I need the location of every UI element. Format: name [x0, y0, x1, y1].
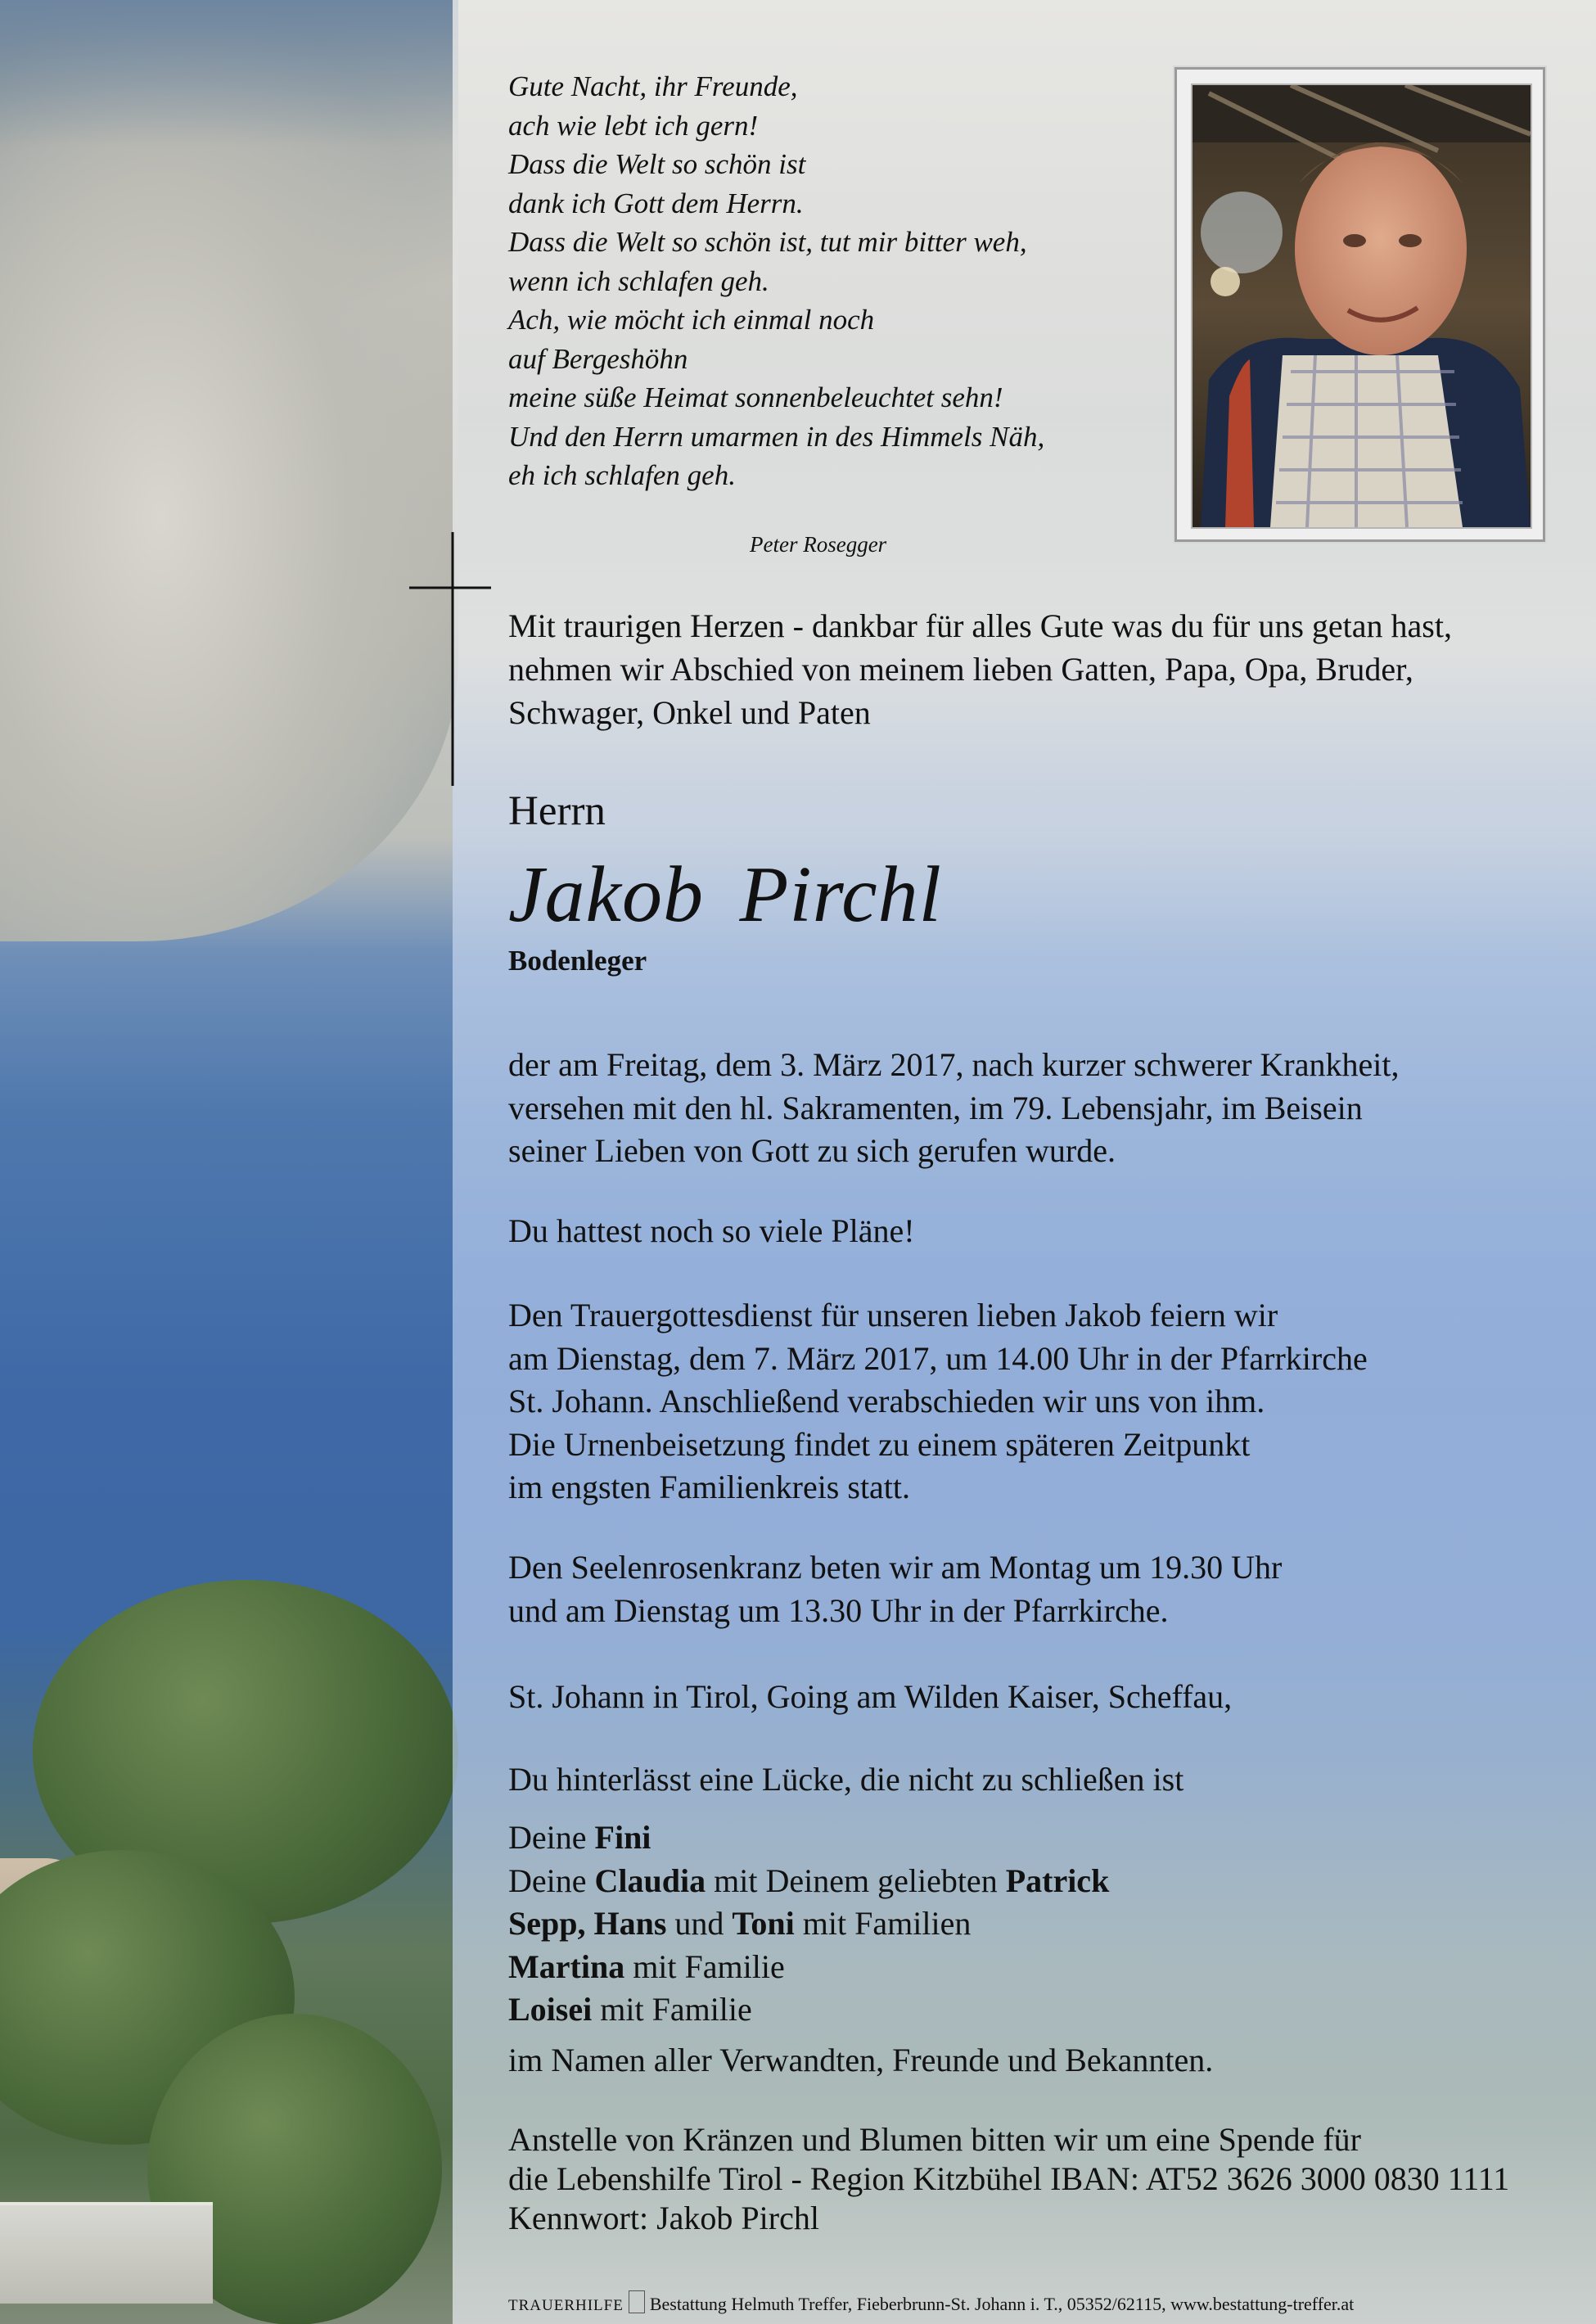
- funeral-home-logo-icon: [629, 2290, 645, 2313]
- poem: Gute Nacht, ihr Freunde, ach wie lebt ich gern! Dass die Welt so schön ist dank ich Gott dem Herrn. Dass die Welt so schön ist, tut mir bitter weh, wenn ich schlafen geh. Ach, wie möcht ich einmal noch auf Bergeshöhn meine süße Heimat sonnenbeleuchtet sehn! Und den Herrn umarmen in des Himmels Näh, eh ich schlafen geh.: [508, 70, 1045, 491]
- family-prefix: Deine: [508, 1819, 595, 1856]
- deceased-name: Jakob Pirchl: [508, 851, 942, 939]
- places-line: St. Johann in Tirol, Going am Wilden Kaiser, Scheffau,: [508, 1678, 1233, 1715]
- family-line: [508, 1816, 1572, 1860]
- plans-paragraph: Du hattest noch so viele Pläne!: [508, 1212, 915, 1249]
- portrait-image: [1192, 85, 1531, 527]
- deceased-profession: Bodenleger: [508, 945, 647, 977]
- service-paragraph: Den Trauergottesdienst für unseren lieben Jakob feiern wir am Dienstag, dem 7. März 2017, um 14.00 Uhr in der Pfarrkirche St. Johann. Anschließend verabschieden wir uns von ihm. Die Urnenbeisetzung findet zu einem späteren Zeitpunkt im engsten Familienkreis statt.: [508, 1297, 1368, 1505]
- family-name: Sepp, Hans: [508, 1905, 667, 1942]
- family-name: Claudia: [594, 1861, 706, 1899]
- donation-paragraph: Anstelle von Kränzen und Blumen bitten wir um eine Spende für die Lebenshilfe Tirol - Region Kitzbühel IBAN: AT52 3626 3000 0830 1111 Kennwort: Jakob Pirchl: [508, 2121, 1510, 2236]
- portrait-photo: [1191, 83, 1532, 529]
- salutation: Herrn: [508, 788, 606, 834]
- footer-text: Bestattung Helmuth Treffer, Fieberbrunn-St. Johann i. T., 05352/62115, www.bestattung-treffer.at: [649, 2294, 1355, 2314]
- poem-author: Peter Rosegger: [750, 532, 887, 557]
- intro-text: Mit traurigen Herzen - dankbar für alles Gute was du für uns getan hast, nehmen wir Abschied von meinem lieben Gatten, Papa, Opa, Bruder, Schwager, Onkel und Paten: [508, 607, 1452, 731]
- family-name: Fini: [594, 1819, 651, 1856]
- family-line: [508, 1988, 1572, 2032]
- stone-wall-image: [0, 2202, 213, 2304]
- family-line: [508, 1946, 1572, 1989]
- rosary-paragraph: Den Seelenrosenkranz beten wir am Montag um 19.30 Uhr und am Dienstag um 13.30 Uhr in der Pfarrkirche.: [508, 1549, 1283, 1629]
- cross-icon: [409, 532, 491, 786]
- family-line: [508, 1902, 1572, 1946]
- footer: [508, 2290, 1354, 2315]
- death-paragraph: der am Freitag, dem 3. März 2017, nach kurzer schwerer Krankheit, versehen mit den hl. Sakramenten, im 79. Lebensjahr, im Beisein seiner Lieben von Gott zu sich gerufen wurde.: [508, 1046, 1400, 1169]
- family-suffix: mit Familie: [624, 1947, 785, 1985]
- family-name: Martina: [508, 1947, 625, 1985]
- family-name: Toni: [732, 1905, 795, 1942]
- cliff-shade: [0, 0, 458, 147]
- family-line: [508, 1860, 1572, 1903]
- family-suffix: mit Familie: [592, 1991, 752, 2028]
- family-connector: mit Deinem geliebten: [706, 1861, 1006, 1899]
- in-names-line: im Namen aller Verwandten, Freunde und Bekannten.: [508, 2042, 1214, 2078]
- family-prefix: Deine: [508, 1861, 595, 1899]
- portrait-frame: [1174, 67, 1545, 542]
- gap-line: Du hinterlässt eine Lücke, die nicht zu schließen ist: [508, 1761, 1184, 1798]
- family-suffix: mit Familien: [794, 1905, 972, 1942]
- family-name: Loisei: [508, 1991, 593, 2028]
- footer-brand: TRAUERHILFE: [508, 2297, 624, 2314]
- family-list: [508, 1816, 1572, 2032]
- family-connector: und: [666, 1905, 733, 1942]
- family-name: Patrick: [1005, 1861, 1110, 1899]
